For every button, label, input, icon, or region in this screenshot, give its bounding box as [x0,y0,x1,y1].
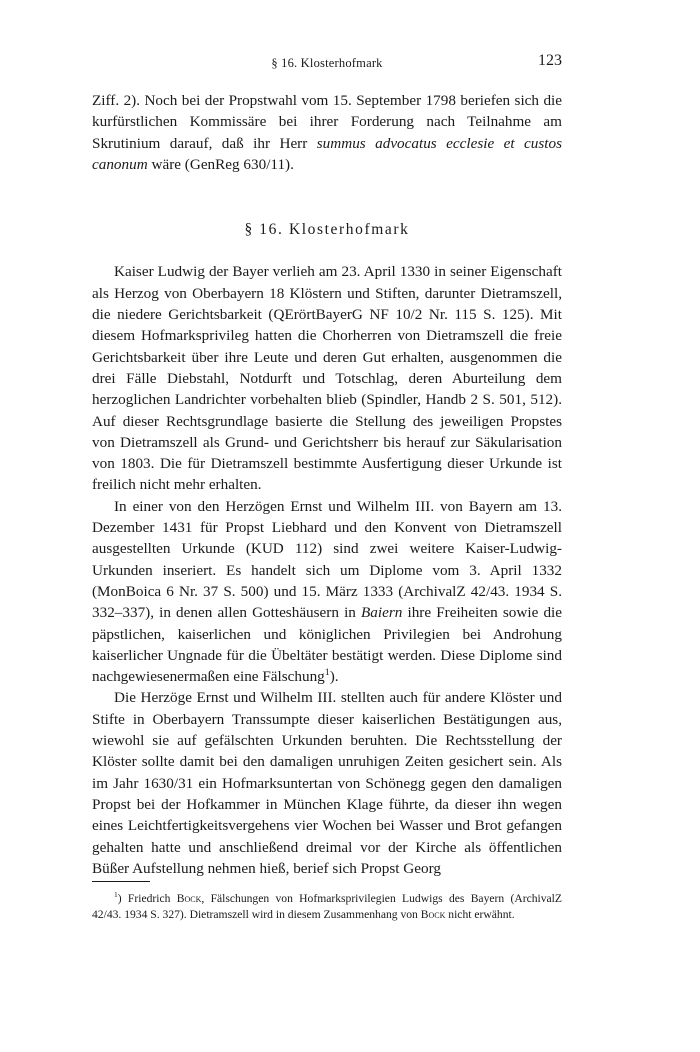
footnote-text-end: nicht erwähnt. [445,908,515,921]
section-heading: § 16. Klosterhofmark [244,221,410,239]
paragraph-2-text: In einer von den Herzögen Ernst und Wilhelm III. von Bayern am 13. Dezember 1431 für Propst Liebhard und den Konvent von Dietramszell ausgestellten Urkunde (KUD 112) sind zwei weitere Kaiser-Ludwig-Urkunden inseriert. Es handelt sich um Diplome vom 3. April 1332 (MonBoica 6 Nr. 37 S. 500) und 15. März 1333 (ArchivalZ 42/43. 1934 S. 332–337), in denen allen Gotteshäusern in [92,497,562,622]
paragraph-3: Die Herzöge Ernst und Wilhelm III. stellten auch für andere Klöster und Stifte in Oberbayern Transsumpte dieser kaiserlichen Bestätigungen aus, wiewohl sie auf gefälschten Urkunden beruhten. Die Rechtsstellung der Klöster sollte damit bei den damaligen unruhigen Zeiten gesichert sein. Als im Jahr 1630/31 ein Hofmarksuntertan von Schönegg gegen den damaligen Propst bei der Hofkammer in München Klage führte, da dieser ihn wegen eines Leichtfertigkeitsvergehens vier Wochen bei Wasser und Brot gefangen gehalten hatte und anschließend dreimal vor der Kirche als öffentlichen Büßer Aufstellung nehmen hieß, berief sich Propst Georg [92,689,562,877]
intro-paragraph [92,90,562,175]
footnote-text-cont: , Fälschungen von Hofmarksprivilegien Ludwigs des Bayern (ArchivalZ 42/43. 1934 S. 327). Dietramszell wird in diesem Zusammenhang von [92,892,562,921]
paragraph-2 [92,496,562,688]
footnote-divider [92,881,150,882]
latin-phrase: summus advocatus ecclesie et custos canonum [92,134,563,173]
footnotes [92,891,562,923]
footnote-author-2: Bock [420,908,446,921]
intro-text-end: wäre (GenReg 630/11). [147,155,294,173]
footnote-text: ) Friedrich [117,892,177,905]
page-number: 123 [538,52,562,69]
running-title: § 16. Klosterhofmark [271,56,383,70]
footnote-marker: 1 [114,890,118,900]
footnote-reference[interactable]: 1 [324,667,330,679]
italic-place-name: Baiern [361,604,403,622]
paragraph-2-text-cont: ihre Freiheiten sowie die päpstlichen, kaiserlichen und königlichen Privilegien bei Androhung kaiserlicher Ungnade für die Übeltäter bestätigt werden. Diese Diplome sind nachgewiesenermaßen eine Fälschung [92,604,562,686]
footnote-author: Bock [176,892,202,905]
body-text [92,90,562,879]
paragraph-1: Kaiser Ludwig der Bayer verlieh am 23. April 1330 in seiner Eigenschaft als Herzog von Oberbayern 18 Klöstern und Stiften, darunter Dietramszell, die niedere Gerichtsbarkeit (QErörtBayerG NF 10/2 Nr. 115 S. 125). Mit diesem Hofmarksprivileg hatten die Chorherren von Dietramszell die freie Gerichtsbarkeit über ihre Leute und deren Gut erhalten, ausgenommen die drei Fälle Diebstahl, Notdurft und Totschlag, deren Aburteilung dem herzoglichen Landrichter vorbehalten blieb (Spindler, Handb 2 S. 501, 512). Auf dieser Rechtsgrundlage basierte die Stellung des jeweiligen Propstes von Dietramszell als Grund- und Gerichtsherr bis herauf zur Säkularisation von 1803. Die für Dietramszell bestimmte Ausfertigung dieser Urkunde ist freilich nicht mehr erhalten. [92,263,562,494]
intro-text: Ziff. 2). Noch bei der Propstwahl vom 15. September 1798 beriefen sich die kurfürstlichen Kommissäre bei ihrer Forderung nach Teilnahme am Skrutinium darauf, daß ihr Herr [92,92,562,152]
paragraph-2-end: ). [329,668,339,686]
running-head [92,52,562,72]
footnote-1 [92,891,562,923]
